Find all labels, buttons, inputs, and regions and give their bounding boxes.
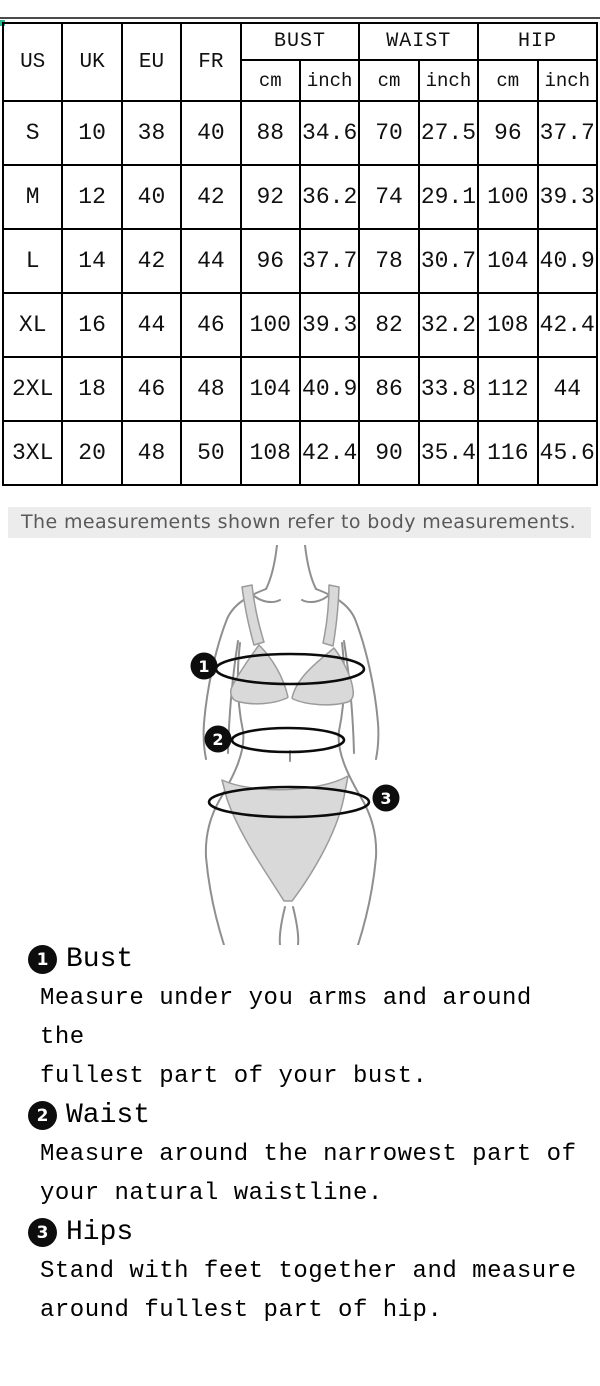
waist-section-title: Waist bbox=[66, 1100, 151, 1131]
size-cell: 104 bbox=[478, 229, 537, 293]
size-cell: 40.9 bbox=[538, 229, 597, 293]
table-row-xl bbox=[3, 293, 597, 357]
size-cell: 44 bbox=[538, 357, 597, 421]
waist-marker-number: 2 bbox=[212, 730, 224, 749]
size-cell: L bbox=[3, 229, 62, 293]
measuring-instructions bbox=[28, 940, 588, 1330]
size-cell: 88 bbox=[241, 101, 300, 165]
size-cell: 34.6 bbox=[300, 101, 359, 165]
col-header-bust: BUST bbox=[241, 23, 360, 60]
size-cell: 48 bbox=[181, 357, 240, 421]
size-cell: 112 bbox=[478, 357, 537, 421]
size-cell: 46 bbox=[181, 293, 240, 357]
size-cell: 46 bbox=[122, 357, 181, 421]
size-cell: 48 bbox=[122, 421, 181, 485]
bust-section-heading bbox=[28, 940, 588, 979]
size-cell: 96 bbox=[478, 101, 537, 165]
size-cell: 27.5 bbox=[419, 101, 478, 165]
unit-header-hip-cm: cm bbox=[478, 60, 537, 101]
size-cell: 39.3 bbox=[538, 165, 597, 229]
size-cell: 37.7 bbox=[300, 229, 359, 293]
hips-number-badge-icon: 3 bbox=[28, 1218, 57, 1247]
size-cell: 44 bbox=[122, 293, 181, 357]
size-cell: 16 bbox=[62, 293, 121, 357]
size-cell: 40 bbox=[122, 165, 181, 229]
hips-instruction-line: around fullest part of hip. bbox=[40, 1297, 443, 1324]
bust-marker-number: 1 bbox=[198, 657, 210, 676]
hips-section-title: Hips bbox=[66, 1217, 134, 1248]
size-cell: 18 bbox=[62, 357, 121, 421]
hip-marker-number: 3 bbox=[380, 789, 392, 808]
bust-instruction-line: fullest part of your bust. bbox=[40, 1063, 428, 1090]
size-cell: 108 bbox=[241, 421, 300, 485]
unit-header-bust-cm: cm bbox=[241, 60, 300, 101]
size-cell: 40.9 bbox=[300, 357, 359, 421]
table-row-l bbox=[3, 229, 597, 293]
size-cell: 86 bbox=[359, 357, 418, 421]
unit-header-hip-inch: inch bbox=[538, 60, 597, 101]
size-cell: XL bbox=[3, 293, 62, 357]
body-measurement-diagram bbox=[0, 545, 600, 945]
size-cell: 50 bbox=[181, 421, 240, 485]
waist-instruction-line: Measure around the narrowest part of bbox=[40, 1141, 577, 1168]
bust-section-title: Bust bbox=[66, 944, 134, 975]
unit-header-waist-inch: inch bbox=[419, 60, 478, 101]
table-row-m bbox=[3, 165, 597, 229]
size-chart-table bbox=[2, 22, 598, 486]
table-row-s bbox=[3, 101, 597, 165]
size-cell: 92 bbox=[241, 165, 300, 229]
size-cell: 42 bbox=[181, 165, 240, 229]
size-cell: 40 bbox=[181, 101, 240, 165]
size-cell: 100 bbox=[478, 165, 537, 229]
size-cell: 39.3 bbox=[300, 293, 359, 357]
size-cell: 29.1 bbox=[419, 165, 478, 229]
size-cell: 35.4 bbox=[419, 421, 478, 485]
size-cell: 33.8 bbox=[419, 357, 478, 421]
size-cell: 12 bbox=[62, 165, 121, 229]
col-header-hip: HIP bbox=[478, 23, 597, 60]
table-row-3xl bbox=[3, 421, 597, 485]
col-header-us: US bbox=[3, 23, 62, 101]
size-cell: 38 bbox=[122, 101, 181, 165]
bikini-top bbox=[231, 585, 354, 705]
waist-section-heading bbox=[28, 1096, 588, 1135]
size-cell: 30.7 bbox=[419, 229, 478, 293]
unit-header-waist-cm: cm bbox=[359, 60, 418, 101]
size-cell: 2XL bbox=[3, 357, 62, 421]
size-cell: 37.7 bbox=[538, 101, 597, 165]
size-cell: 42.4 bbox=[538, 293, 597, 357]
size-cell: 90 bbox=[359, 421, 418, 485]
size-cell: 10 bbox=[62, 101, 121, 165]
size-cell: 116 bbox=[478, 421, 537, 485]
size-cell: 82 bbox=[359, 293, 418, 357]
table-row-2xl bbox=[3, 357, 597, 421]
unit-header-bust-inch: inch bbox=[300, 60, 359, 101]
hips-section-heading bbox=[28, 1213, 588, 1252]
size-cell: 104 bbox=[241, 357, 300, 421]
waist-number-badge-icon: 2 bbox=[28, 1101, 57, 1130]
size-cell: 100 bbox=[241, 293, 300, 357]
size-cell: 44 bbox=[181, 229, 240, 293]
size-cell: S bbox=[3, 101, 62, 165]
size-cell: 108 bbox=[478, 293, 537, 357]
bust-number-badge-icon: 1 bbox=[28, 945, 57, 974]
body-measurements-note: The measurements shown refer to body measurements. bbox=[8, 507, 591, 538]
col-header-waist: WAIST bbox=[359, 23, 478, 60]
size-cell: 96 bbox=[241, 229, 300, 293]
size-cell: 70 bbox=[359, 101, 418, 165]
size-cell: 42.4 bbox=[300, 421, 359, 485]
size-cell: M bbox=[3, 165, 62, 229]
size-cell: 74 bbox=[359, 165, 418, 229]
size-cell: 45.6 bbox=[538, 421, 597, 485]
size-cell: 3XL bbox=[3, 421, 62, 485]
size-cell: 78 bbox=[359, 229, 418, 293]
size-cell: 36.2 bbox=[300, 165, 359, 229]
waist-instruction-line: your natural waistline. bbox=[40, 1180, 383, 1207]
size-cell: 14 bbox=[62, 229, 121, 293]
size-cell: 42 bbox=[122, 229, 181, 293]
bust-instruction-line: Measure under you arms and around the bbox=[40, 985, 532, 1051]
top-divider-line bbox=[0, 17, 600, 19]
col-header-eu: EU bbox=[122, 23, 181, 101]
size-cell: 32.2 bbox=[419, 293, 478, 357]
col-header-fr: FR bbox=[181, 23, 240, 101]
col-header-uk: UK bbox=[62, 23, 121, 101]
size-cell: 20 bbox=[62, 421, 121, 485]
hips-instruction-line: Stand with feet together and measure bbox=[40, 1258, 577, 1285]
bikini-bottom bbox=[222, 776, 348, 901]
waist-measure-ellipse bbox=[232, 728, 344, 752]
